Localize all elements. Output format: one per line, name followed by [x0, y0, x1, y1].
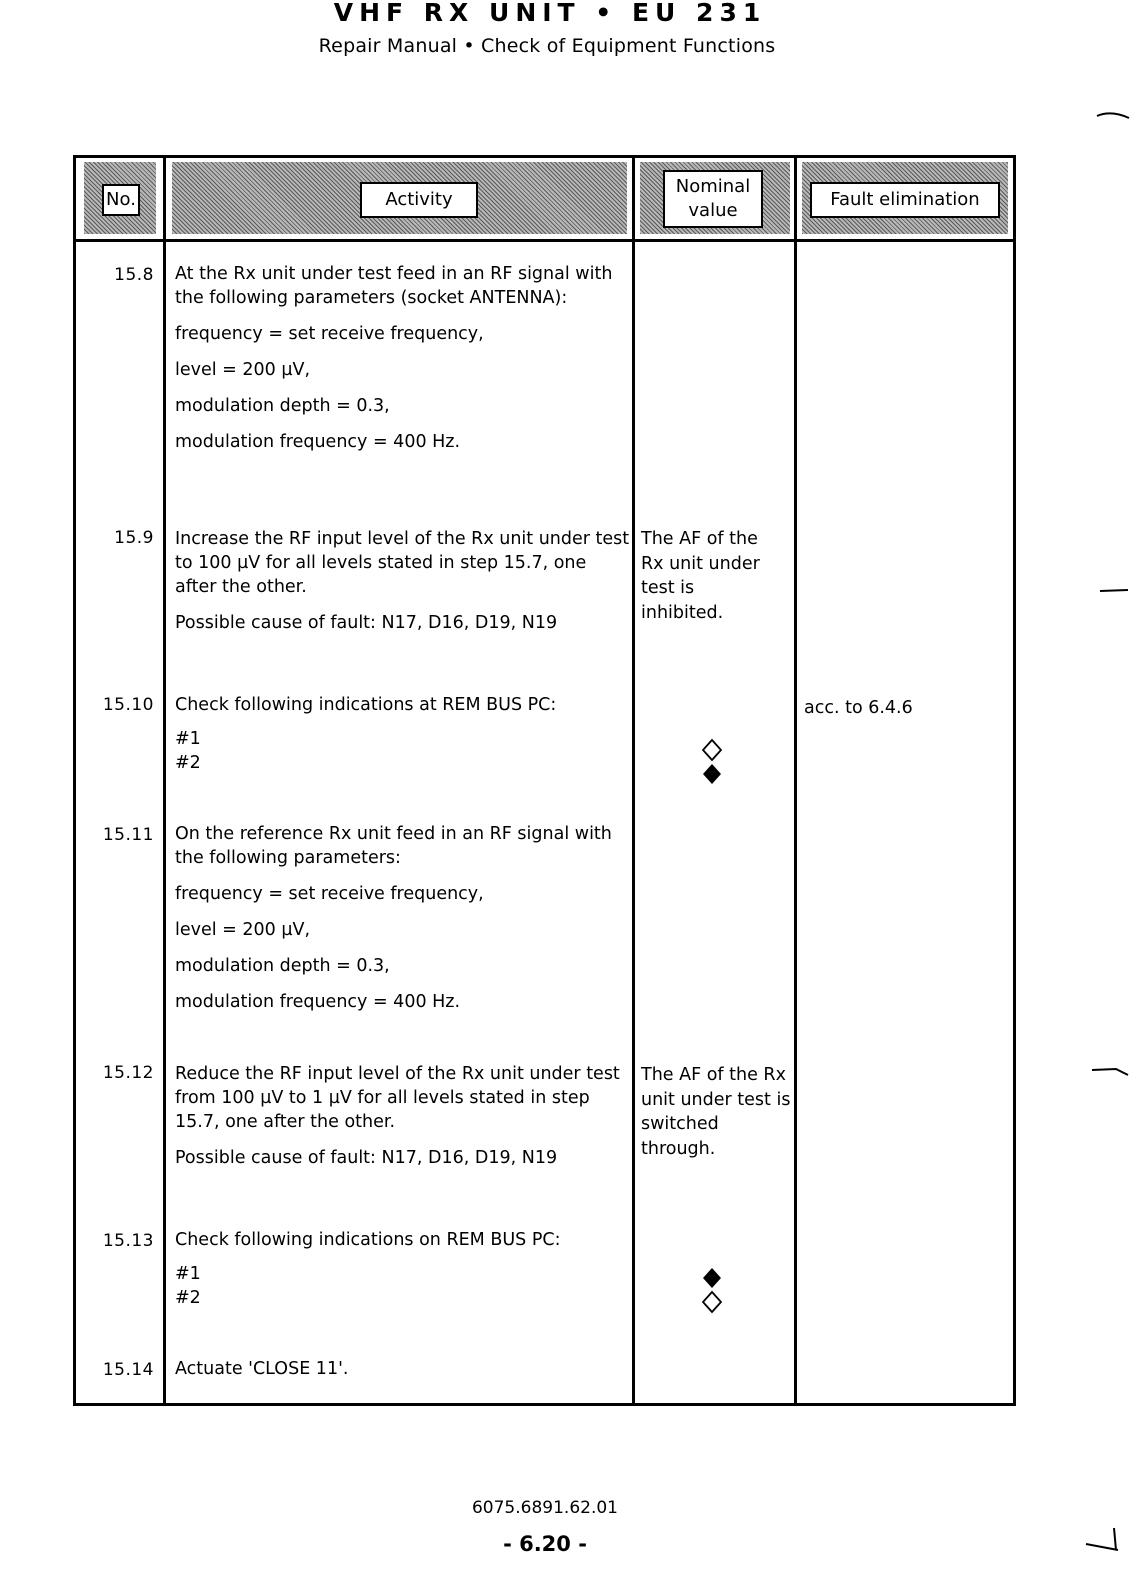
column-header-no: No. [102, 184, 140, 216]
row-number: 15.11 [102, 825, 154, 845]
fault-cause: Possible cause of fault: N17, D16, D19, N19 [175, 1148, 558, 1168]
parameter-line: modulation depth = 0.3, [175, 396, 390, 416]
scan-mark [1084, 1520, 1124, 1556]
indicator-label: #2 [175, 753, 201, 773]
activity-instruction: On the reference Rx unit feed in an RF signal with the following parameters: [175, 824, 612, 868]
indicator-diamonds [700, 738, 724, 788]
scan-mark [1095, 108, 1131, 122]
parameter-line: modulation frequency = 400 Hz. [175, 992, 461, 1012]
column-header-activity: Activity [360, 182, 478, 218]
column-divider [163, 155, 166, 1406]
column-divider [794, 155, 797, 1406]
document-code: 6075.6891.62.01 [471, 1498, 618, 1518]
row-number: 15.8 [114, 265, 154, 285]
parameter-line: frequency = set receive frequency, [175, 324, 484, 344]
activity-instruction: Check following indications on REM BUS PC: [175, 1230, 561, 1250]
document-title: VHF RX UNIT • EU 231 [333, 0, 767, 27]
column-header-nominal-line2: value [688, 200, 738, 221]
indicator-label: #1 [175, 1264, 201, 1284]
header-cell-no [84, 162, 156, 234]
activity-text [175, 1357, 630, 1381]
parameter-line: frequency = set receive frequency, [175, 884, 484, 904]
fault-elimination: acc. to 6.4.6 [804, 698, 913, 718]
activity-instruction: Increase the RF input level of the Rx unit under test to 100 µV for all levels stated in step 15.7, one after the other. [175, 529, 630, 597]
header-cell-nominal [640, 162, 790, 234]
diamond-outline-icon [703, 740, 721, 760]
header-divider [73, 239, 1016, 242]
header-cell-activity [172, 162, 627, 234]
nominal-value: The AF of the Rx unit under test is inhibited. [641, 529, 760, 623]
activity-text [175, 822, 630, 1014]
document-subtitle: Repair Manual • Check of Equipment Functions [318, 35, 776, 57]
parameter-line: level = 200 µV, [175, 920, 311, 940]
row-number: 15.12 [102, 1063, 154, 1083]
scan-mark [1090, 1064, 1130, 1078]
scan-mark [1098, 585, 1130, 595]
column-header-nominal-line1: Nominal [675, 176, 751, 197]
activity-instruction: Check following indications at REM BUS PC: [175, 695, 557, 715]
activity-text [175, 693, 630, 775]
row-number: 15.14 [102, 1360, 154, 1380]
diamond-filled-icon [703, 1268, 721, 1288]
parameter-line: level = 200 µV, [175, 360, 311, 380]
parameter-line: modulation depth = 0.3, [175, 956, 390, 976]
activity-text [175, 1062, 630, 1170]
row-number: 15.9 [114, 528, 154, 548]
nominal-value: The AF of the Rx unit under test is switched through. [641, 1065, 791, 1159]
header-cell-fault [802, 162, 1008, 234]
activity-text [175, 527, 630, 635]
row-number: 15.10 [102, 695, 154, 715]
activity-instruction: Reduce the RF input level of the Rx unit under test from 100 µV to 1 µV for all levels stated in step 15.7, one after the other. [175, 1064, 620, 1132]
activity-text [175, 262, 630, 454]
page-number: - 6.20 - [503, 1532, 587, 1556]
fault-cause: Possible cause of fault: N17, D16, D19, N19 [175, 613, 558, 633]
indicator-label: #2 [175, 1288, 201, 1308]
diamond-outline-icon [703, 1292, 721, 1312]
indicator-diamonds [700, 1266, 724, 1316]
column-header-nominal [663, 170, 763, 228]
indicator-label: #1 [175, 729, 201, 749]
diamond-filled-icon [703, 764, 721, 784]
row-number: 15.13 [102, 1231, 154, 1251]
activity-instruction: At the Rx unit under test feed in an RF signal with the following parameters (socket ANTENNA): [175, 264, 613, 308]
activity-instruction: Actuate 'CLOSE 11'. [175, 1359, 349, 1379]
column-divider [632, 155, 635, 1406]
column-header-fault: Fault elimination [810, 182, 1000, 218]
parameter-line: modulation frequency = 400 Hz. [175, 432, 461, 452]
activity-text [175, 1228, 630, 1310]
